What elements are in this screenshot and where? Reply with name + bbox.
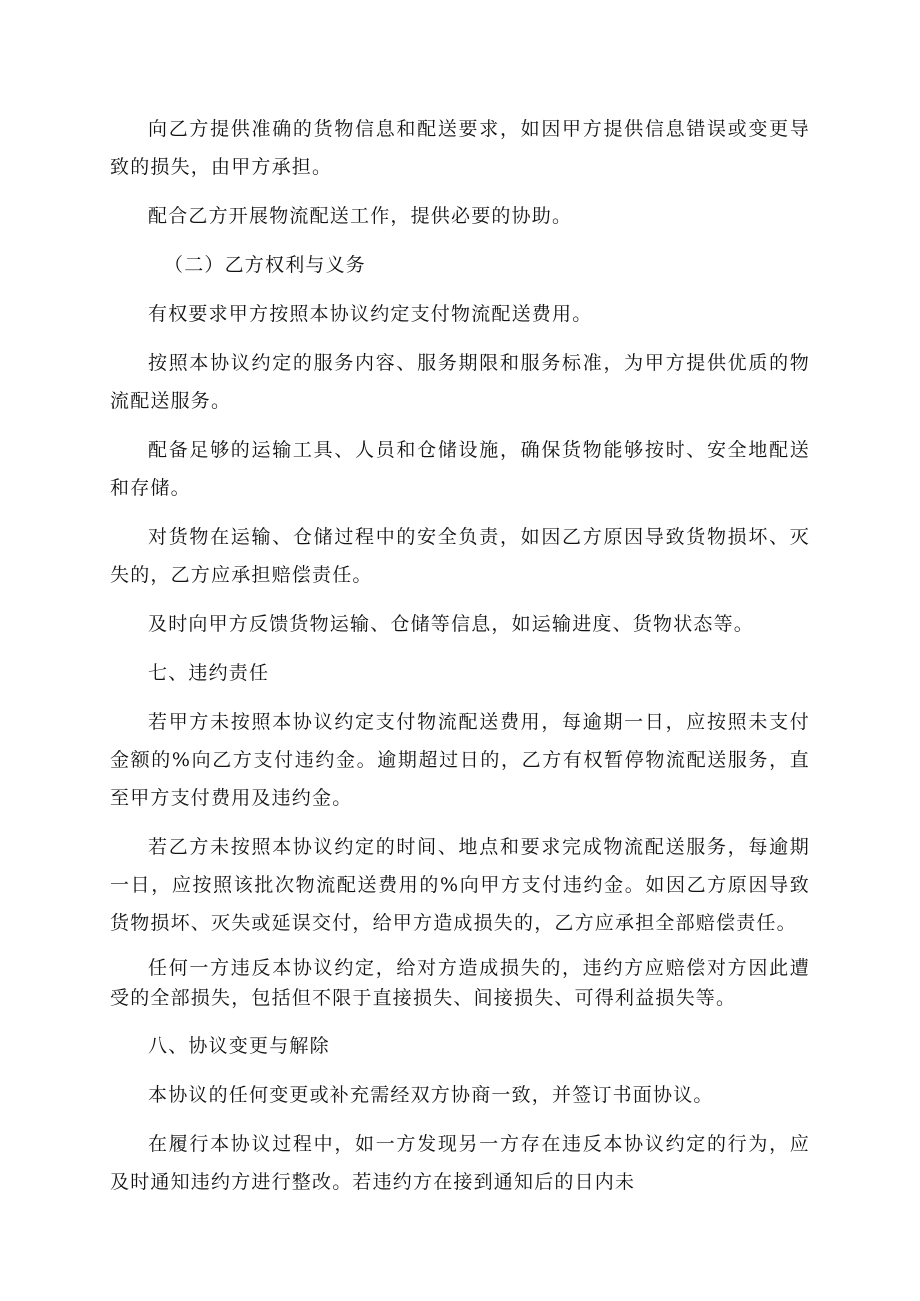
subsection-heading-party-b-rights: （二）乙方权利与义务 (164, 254, 367, 276)
paragraph-party-b-fee-right: 有权要求甲方按照本协议约定支付物流配送费用。 (148, 303, 593, 325)
paragraph-party-b-breach: 若乙方未按照本协议约定的时间、地点和要求完成物流配送服务，每逾期一日，应按照该批次物流配送费用的%向甲方支付违约金。如因乙方原因导致货物损坏、灭失或延误交付，给甲方造成损失的，乙方应承担全部赔偿责任。 (110, 836, 810, 934)
section-heading-liability: 七、违约责任 (148, 662, 270, 684)
paragraph-breach-notice: 在履行本协议过程中，如一方发现另一方存在违反本协议约定的行为，应及时通知违约方进行整改。若违约方在接到通知后的日内未 (110, 1133, 810, 1193)
paragraph-general-breach: 任何一方违反本协议约定，给对方造成损失的，违约方应赔偿对方因此遭受的全部损失，包括但不限于直接损失、间接损失、可得利益损失等。 (110, 957, 810, 1009)
paragraph-party-a-breach: 若甲方未按照本协议约定支付物流配送费用，每逾期一日，应按照未支付金额的%向乙方支付违约金。逾期超过日的，乙方有权暂停物流配送服务，直至甲方支付费用及违约金。 (110, 711, 810, 809)
section-heading-amendment: 八、协议变更与解除 (148, 1035, 330, 1057)
paragraph-party-a-cooperation: 配合乙方开展物流配送工作，提供必要的协助。 (148, 205, 573, 227)
paragraph-party-a-info-duty: 向乙方提供准确的货物信息和配送要求，如因甲方提供信息错误或变更导致的损失，由甲方承担。 (110, 118, 810, 178)
paragraph-party-b-equipment: 配备足够的运输工具、人员和仓储设施，确保货物能够按时、安全地配送和存储。 (110, 439, 810, 499)
paragraph-party-b-service-duty: 按照本协议约定的服务内容、服务期限和服务标准，为甲方提供优质的物流配送服务。 (110, 352, 810, 412)
paragraph-party-b-safety: 对货物在运输、仓储过程中的安全负责，如因乙方原因导致货物损坏、灭失的，乙方应承担赔偿责任。 (110, 526, 810, 586)
document-body (110, 110, 810, 1212)
paragraph-amendment-consent: 本协议的任何变更或补充需经双方协商一致，并签订书面协议。 (148, 1084, 714, 1106)
paragraph-party-b-feedback: 及时向甲方反馈货物运输、仓储等信息，如运输进度、货物状态等。 (148, 613, 755, 635)
